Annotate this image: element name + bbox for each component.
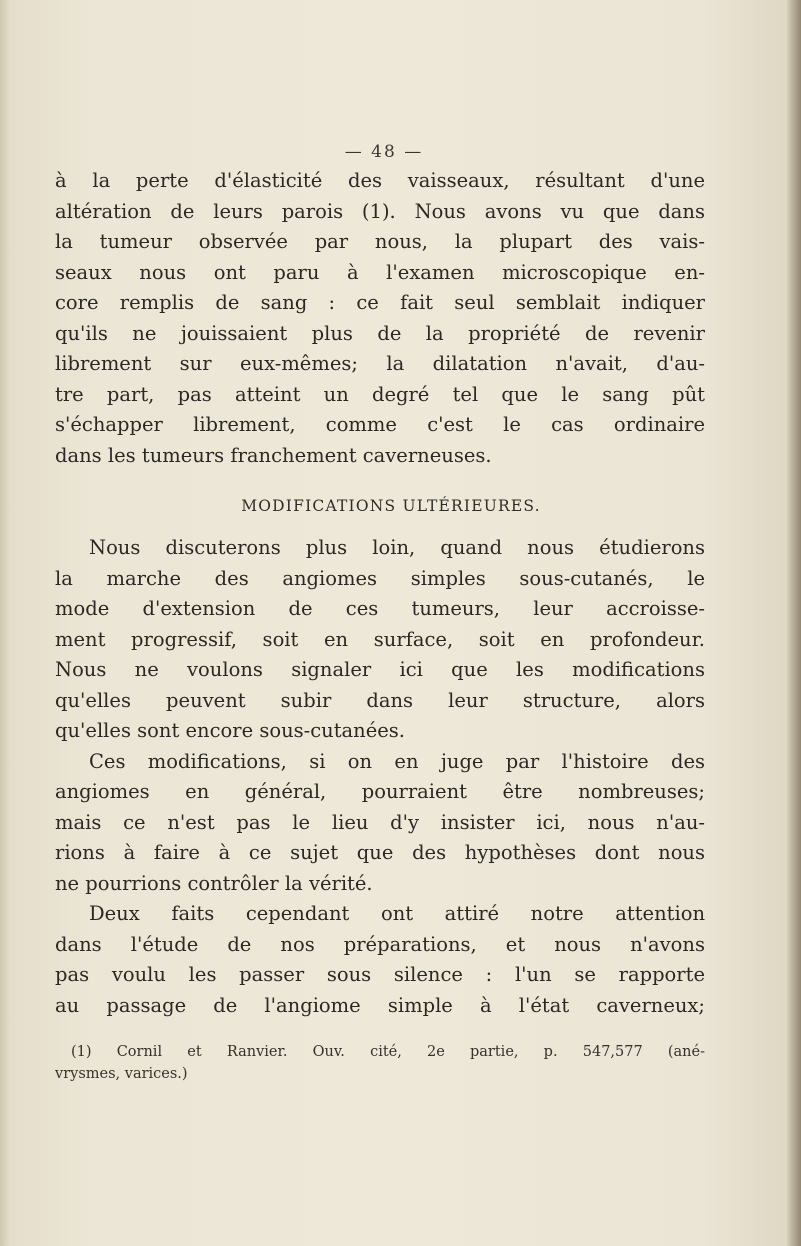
paragraph-1 — [55, 166, 705, 471]
text-line: la marche des angiomes simples sous-cutanés, le — [55, 566, 705, 590]
text-line: la tumeur observée par nous, la plupart des vais- — [55, 230, 705, 253]
page-number: — 48 — — [344, 142, 424, 162]
text-line: au passage de l'angiome simple à l'état caverneux; — [55, 993, 705, 1017]
footnote-line: vrysmes, varices.) — [55, 1066, 188, 1082]
text-line: s'échapper librement, comme c'est le cas ordinaire — [55, 413, 705, 436]
text-block — [55, 138, 705, 1085]
section-title: MODIFICATIONS ULTÉRIEURES. — [241, 497, 541, 515]
page-gutter-shadow — [0, 0, 10, 1246]
text-line: librement sur eux-mêmes; la dilatation n'avait, d'au- — [55, 352, 705, 375]
text-line: seaux nous ont paru à l'examen microscopique en- — [55, 260, 705, 284]
text-line: qu'ils ne jouissaient plus de la propriété de revenir — [55, 321, 705, 345]
footnote — [55, 1041, 705, 1085]
paragraph-3 — [55, 747, 705, 900]
text-line: dans l'étude de nos préparations, et nous n'avons — [55, 932, 705, 956]
text-line: Deux faits cependant ont attiré notre attention — [89, 902, 705, 925]
text-line: Nous ne voulons signaler ici que les modifications — [55, 658, 705, 681]
text-line: à la perte d'élasticité des vaisseaux, résultant d'une — [55, 169, 705, 192]
text-line: Ces modifications, si on en juge par l'histoire des — [89, 749, 705, 773]
text-line: ne pourrions contrôler la vérité. — [55, 871, 373, 895]
text-line: pas voulu les passer sous silence : l'un se rapporte — [55, 963, 705, 986]
footnote-line: (1) Cornil et Ranvier. Ouv. cité, 2e partie, p. 547,577 (ané- — [71, 1044, 705, 1060]
text-line: altération de leurs parois (1). Nous avons vu que dans — [55, 199, 705, 223]
page-edge — [787, 0, 801, 1246]
text-line: angiomes en général, pourraient être nombreuses; — [55, 780, 705, 803]
text-line: tre part, pas atteint un degré tel que le sang pût — [55, 382, 705, 406]
text-line: mais ce n'est pas le lieu d'y insister ici, nous n'au- — [55, 810, 705, 834]
text-line: ment progressif, soit en surface, soit en profondeur. — [55, 627, 705, 651]
text-line: rions à faire à ce sujet que des hypothèses dont nous — [55, 841, 705, 864]
paragraph-2 — [55, 533, 705, 747]
text-line: mode d'extension de ces tumeurs, leur accroisse- — [55, 597, 705, 620]
text-line: core remplis de sang : ce fait seul semblait indiquer — [55, 291, 705, 314]
text-line: dans les tumeurs franchement caverneuses. — [55, 443, 492, 467]
paragraph-4 — [55, 899, 705, 1021]
text-line: qu'elles sont encore sous-cutanées. — [55, 719, 406, 742]
text-line: Nous discuterons plus loin, quand nous étudierons — [89, 536, 705, 559]
text-line: qu'elles peuvent subir dans leur structure, alors — [55, 688, 705, 712]
